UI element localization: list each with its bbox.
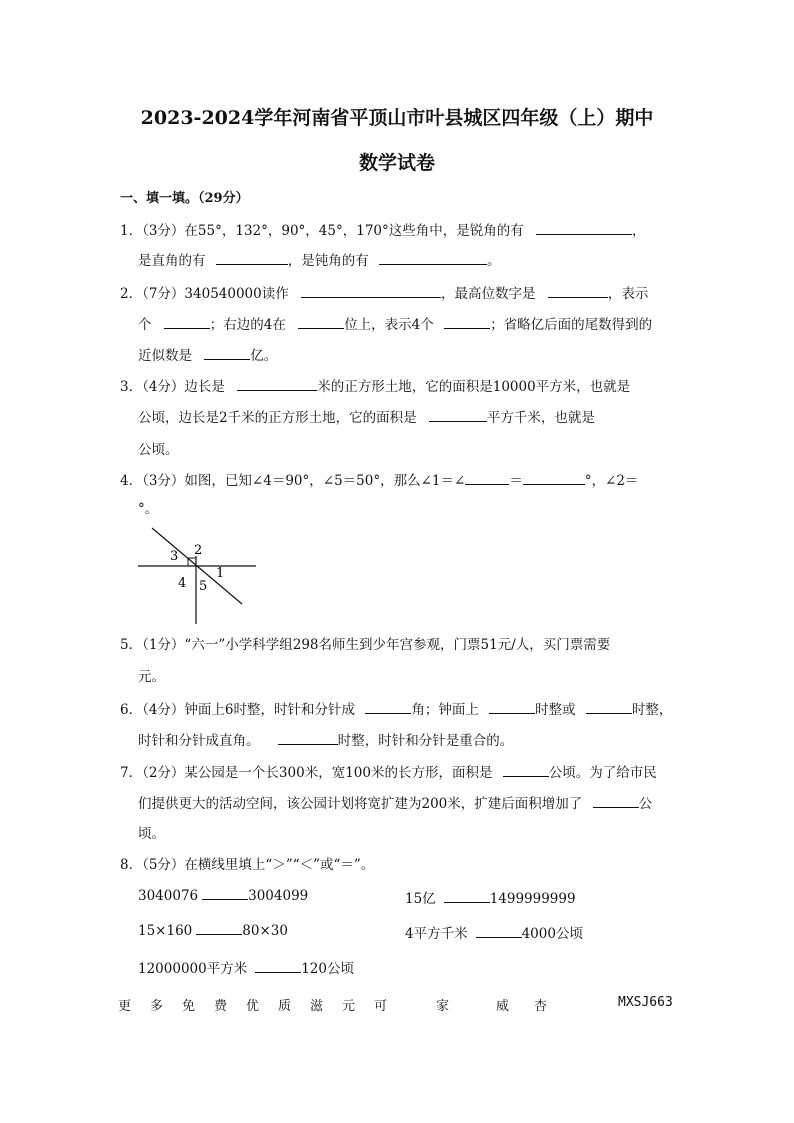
answer-blank[interactable]	[365, 701, 411, 714]
question-3-line1	[120, 375, 630, 395]
footer-char: 元	[342, 999, 356, 1014]
compare-right: 3004099	[248, 888, 309, 904]
exam-title-line1: 2023-2024学年河南省平顶山市叶县城区四年级（上）期中	[140, 107, 654, 129]
answer-blank[interactable]	[216, 252, 288, 265]
compare-right: 120公顷	[301, 961, 354, 977]
answer-blank[interactable]	[586, 701, 632, 714]
q7-text: 顷。	[138, 826, 165, 842]
q3-text: 公顷。	[138, 442, 179, 458]
footer-char: 杏	[534, 999, 548, 1014]
answer-blank[interactable]	[278, 732, 338, 745]
answer-blank[interactable]	[444, 890, 490, 903]
answer-blank[interactable]	[489, 701, 535, 714]
q3-text: 平方千米，也就是	[486, 410, 595, 426]
q3-text: 3．（4分）边长是	[120, 379, 225, 395]
q4-text: °。	[138, 501, 159, 517]
q5-text: 5．（1分）“六一”小学科学组298名师生到少年宫参观，门票51元/人，买门票需要	[120, 637, 611, 653]
q7-text: 公	[638, 796, 653, 812]
q2-text: ；右边的4在	[209, 317, 286, 333]
angle-label-2: 2	[194, 543, 203, 558]
question-6-line1	[120, 698, 672, 718]
q2-text: 2．（7分）340540000读作	[120, 286, 289, 302]
answer-blank[interactable]	[164, 316, 210, 329]
question-8-line1	[120, 853, 374, 873]
question-2-line1	[120, 282, 648, 302]
q1-text: 。	[487, 253, 501, 269]
q6-text: 时针和分针成直角。	[138, 733, 260, 749]
q2-text: ；省略亿后面的尾数得到的	[490, 317, 653, 333]
compare-item	[138, 957, 354, 977]
q5-text: 元。	[138, 669, 165, 685]
q4-text: °，∠2＝	[584, 473, 639, 489]
compare-left: 4平方千米	[405, 926, 468, 942]
q7-text: 公顷。为了给市民	[548, 765, 657, 781]
question-5-line1	[120, 633, 610, 653]
answer-blank[interactable]	[523, 472, 585, 485]
answer-blank[interactable]	[255, 960, 301, 973]
q6-text: 时整，	[631, 702, 673, 718]
footer-char: 更	[118, 999, 132, 1014]
answer-blank[interactable]	[202, 887, 248, 900]
footer-code: MXSJ663	[618, 995, 673, 1010]
compare-left: 15×160	[138, 923, 193, 939]
question-1-line1	[120, 219, 646, 239]
question-2-line2	[138, 313, 652, 333]
question-7-line1	[120, 761, 657, 781]
footer-char: 免	[182, 999, 196, 1014]
footer-char: 威	[496, 999, 510, 1014]
compare-item	[138, 887, 308, 904]
compare-item	[138, 922, 288, 939]
question-3-line2	[138, 406, 595, 426]
compare-right: 80×30	[242, 923, 288, 939]
answer-blank[interactable]	[503, 764, 549, 777]
angle-label-5: 5	[199, 579, 208, 594]
compare-left: 15亿	[405, 891, 436, 907]
answer-blank[interactable]	[593, 795, 639, 808]
q1-text: 是直角的有	[138, 253, 206, 269]
answer-blank[interactable]	[301, 285, 441, 298]
question-3-line3	[138, 438, 179, 458]
section-heading: 一、填一填。（29分）	[120, 191, 249, 206]
answer-blank[interactable]	[237, 378, 317, 391]
q8-text: 8．（5分）在横线里填上“＞”“＜”或“＝”。	[120, 857, 375, 873]
q1-text: ，是钝角的有	[287, 253, 369, 269]
q6-text: 角；钟面上	[411, 702, 479, 718]
answer-blank[interactable]	[476, 925, 522, 938]
angle-figure	[134, 520, 264, 625]
footer-char: 可	[374, 999, 388, 1014]
q7-text: 们提供更大的活动空间，该公园计划将宽扩建为200米，扩建后面积增加了	[138, 796, 583, 812]
compare-item	[405, 922, 583, 942]
compare-left: 3040076	[138, 888, 199, 904]
footer-char: 质	[278, 999, 292, 1014]
answer-blank[interactable]	[379, 252, 487, 265]
question-1-line2	[138, 249, 501, 269]
footer-char: 家	[436, 999, 450, 1014]
answer-blank[interactable]	[298, 316, 344, 329]
q4-text: ＝	[509, 473, 523, 489]
compare-right: 1499999999	[489, 891, 576, 907]
q2-text: 个	[138, 317, 152, 333]
q2-text: 近似数是	[138, 348, 192, 364]
q2-text: ，最高位数字是	[441, 286, 536, 302]
q2-text: ，表示	[607, 286, 649, 302]
q3-text: 米的正方形土地，它的面积是10000平方米，也就是	[317, 379, 631, 395]
footer-char: 优	[246, 999, 260, 1014]
footer-char: 滋	[310, 999, 324, 1014]
question-7-line3	[138, 822, 165, 842]
angle-label-4: 4	[178, 576, 187, 591]
q1-text: ，	[632, 223, 646, 239]
angle-label-3: 3	[170, 549, 179, 564]
compare-item	[405, 887, 576, 907]
footer-char: 多	[150, 999, 164, 1014]
angle-label-1: 1	[216, 566, 225, 581]
q6-text: 6．（4分）钟面上6时整，时针和分针成	[120, 702, 356, 718]
answer-blank[interactable]	[204, 347, 250, 360]
q2-text: 位上，表示4个	[344, 317, 434, 333]
q3-text: 公顷，边长是2千米的正方形土地，它的面积是	[138, 410, 417, 426]
question-6-line2	[138, 729, 513, 749]
question-5-line2	[138, 665, 165, 685]
q1-text: 1．（3分）在55°，132°，90°，45°，170°这些角中，是锐角的有	[120, 223, 524, 239]
q4-text: 4．（3分）如图，已知∠4＝90°，∠5＝50°，那么∠1＝∠	[120, 473, 466, 489]
answer-blank[interactable]	[444, 316, 490, 329]
exam-title-line2: 数学试卷	[358, 152, 435, 174]
q6-text: 时整，时针和分针是重合的。	[337, 733, 514, 749]
answer-blank[interactable]	[548, 285, 608, 298]
q2-text: 亿。	[250, 348, 278, 364]
answer-blank[interactable]	[536, 222, 632, 235]
compare-right: 4000公顷	[521, 926, 583, 942]
answer-blank[interactable]	[465, 472, 509, 485]
answer-blank[interactable]	[196, 922, 242, 935]
question-2-line3	[138, 344, 277, 364]
q7-text: 7．（2分）某公园是一个长300米，宽100米的长方形，面积是	[120, 765, 493, 781]
question-4-line2	[138, 497, 158, 517]
answer-blank[interactable]	[429, 409, 487, 422]
question-7-line2	[138, 792, 652, 812]
compare-left: 12000000平方米	[138, 961, 248, 977]
q6-text: 时整或	[535, 702, 576, 718]
footer-char: 费	[214, 999, 228, 1014]
question-4-line1	[120, 469, 638, 489]
